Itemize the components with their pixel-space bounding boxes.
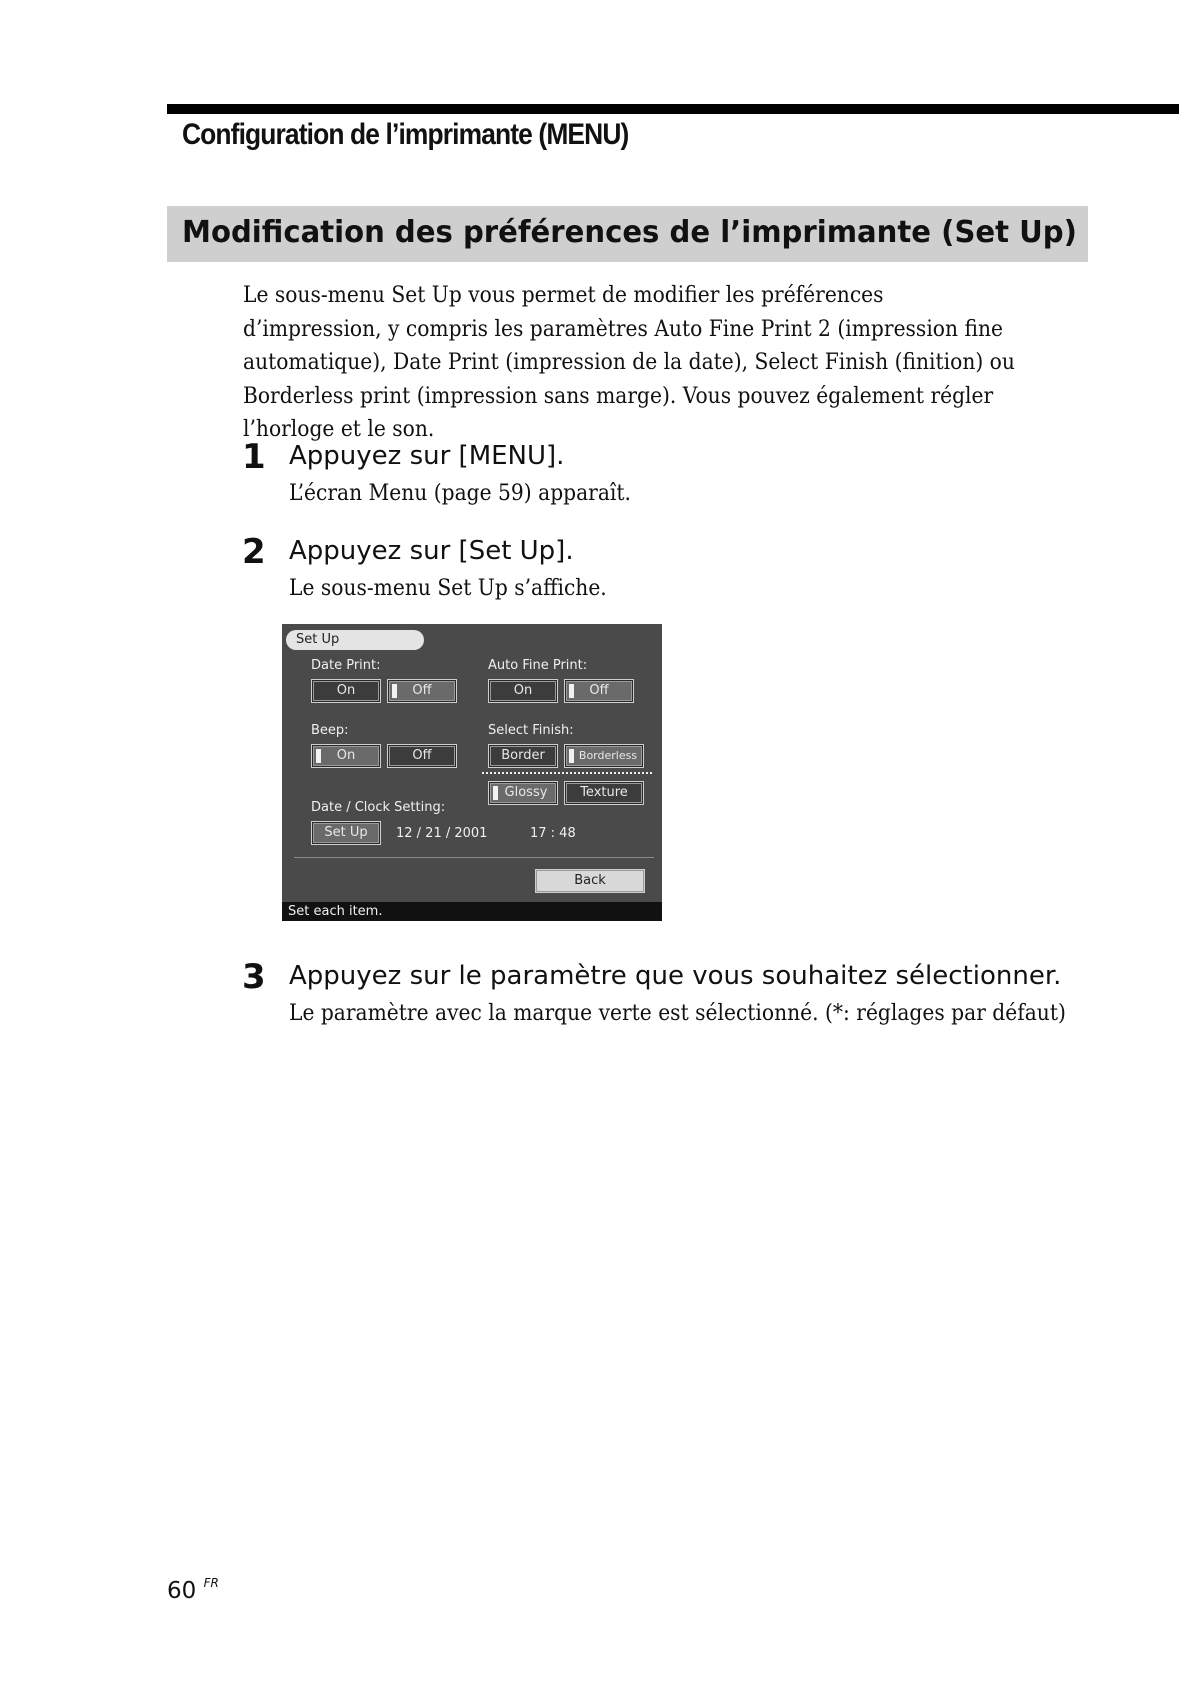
auto-fine-print-on-button[interactable] [488, 679, 558, 703]
page-number-value: 60 [167, 1578, 197, 1604]
selected-mark-icon [316, 749, 321, 763]
step-heading: Appuyez sur le paramètre que vous souhaitez sélectionner. [289, 961, 1062, 991]
button-label: Set Up [324, 825, 368, 840]
date-clock-label: Date / Clock Setting: [311, 800, 446, 815]
subsection-band [167, 206, 1088, 262]
time-value: 17 : 48 [530, 826, 576, 841]
glossy-button[interactable] [488, 781, 558, 805]
borderless-button[interactable] [564, 744, 644, 768]
step-note: L’écran Menu (page 59) apparaît. [289, 481, 631, 506]
button-label: Off [589, 683, 609, 698]
date-print-off-button[interactable] [387, 679, 457, 703]
step-heading: Appuyez sur [Set Up]. [289, 536, 574, 566]
language-code: FR [203, 1576, 219, 1590]
button-label: On [336, 683, 356, 698]
select-finish-label: Select Finish: [488, 723, 574, 738]
button-label: Off [412, 748, 432, 763]
button-label: Back [574, 873, 606, 888]
texture-button[interactable] [564, 781, 644, 805]
button-label: Off [412, 683, 432, 698]
separator [294, 857, 654, 858]
setup-screen [282, 624, 662, 921]
status-bar: Set each item. [282, 902, 662, 921]
section-title: Configuration de l’imprimante (MENU) [182, 118, 629, 151]
selected-mark-icon [569, 684, 574, 698]
step-number: 2 [242, 532, 266, 572]
subsection-title: Modification des préférences de l’imprimante (Set Up) [182, 215, 1077, 250]
date-clock-setup-button[interactable] [311, 821, 381, 845]
date-print-label: Date Print: [311, 658, 381, 673]
dotted-divider [482, 772, 652, 774]
selected-mark-icon [392, 684, 397, 698]
step-note: Le paramètre avec la marque verte est sélectionné. (*: réglages par défaut) [289, 1001, 1066, 1026]
beep-label: Beep: [311, 723, 349, 738]
border-button[interactable] [488, 744, 558, 768]
button-label: Border [501, 748, 545, 763]
auto-fine-print-label: Auto Fine Print: [488, 658, 588, 673]
date-print-on-button[interactable] [311, 679, 381, 703]
step-note: Le sous-menu Set Up s’affiche. [289, 576, 607, 601]
beep-off-button[interactable] [387, 744, 457, 768]
step-number: 3 [242, 957, 266, 997]
step-heading: Appuyez sur [MENU]. [289, 441, 565, 471]
button-label: On [336, 748, 356, 763]
button-label: Glossy [504, 785, 548, 800]
button-label: Texture [580, 785, 628, 800]
setup-tab[interactable]: Set Up [286, 630, 424, 650]
back-button[interactable] [535, 869, 645, 893]
selected-mark-icon [493, 786, 498, 800]
page-number [167, 1578, 219, 1604]
beep-on-button[interactable] [311, 744, 381, 768]
step-number: 1 [242, 437, 266, 477]
auto-fine-print-off-button[interactable] [564, 679, 634, 703]
top-rule [167, 104, 1179, 114]
button-label: Borderless [578, 749, 638, 762]
selected-mark-icon [569, 749, 574, 763]
intro-paragraph: Le sous-menu Set Up vous permet de modifier les préférences d’impression, y compris les paramètres Auto Fine Print 2 (impression fine automatique), Date Print (impression de la date), Select Finish (finition) ou Borderless print (impression sans marge). Vous pouvez également régler l’horloge et le son. [243, 283, 1015, 442]
date-value: 12 / 21 / 2001 [396, 826, 488, 841]
button-label: On [513, 683, 533, 698]
